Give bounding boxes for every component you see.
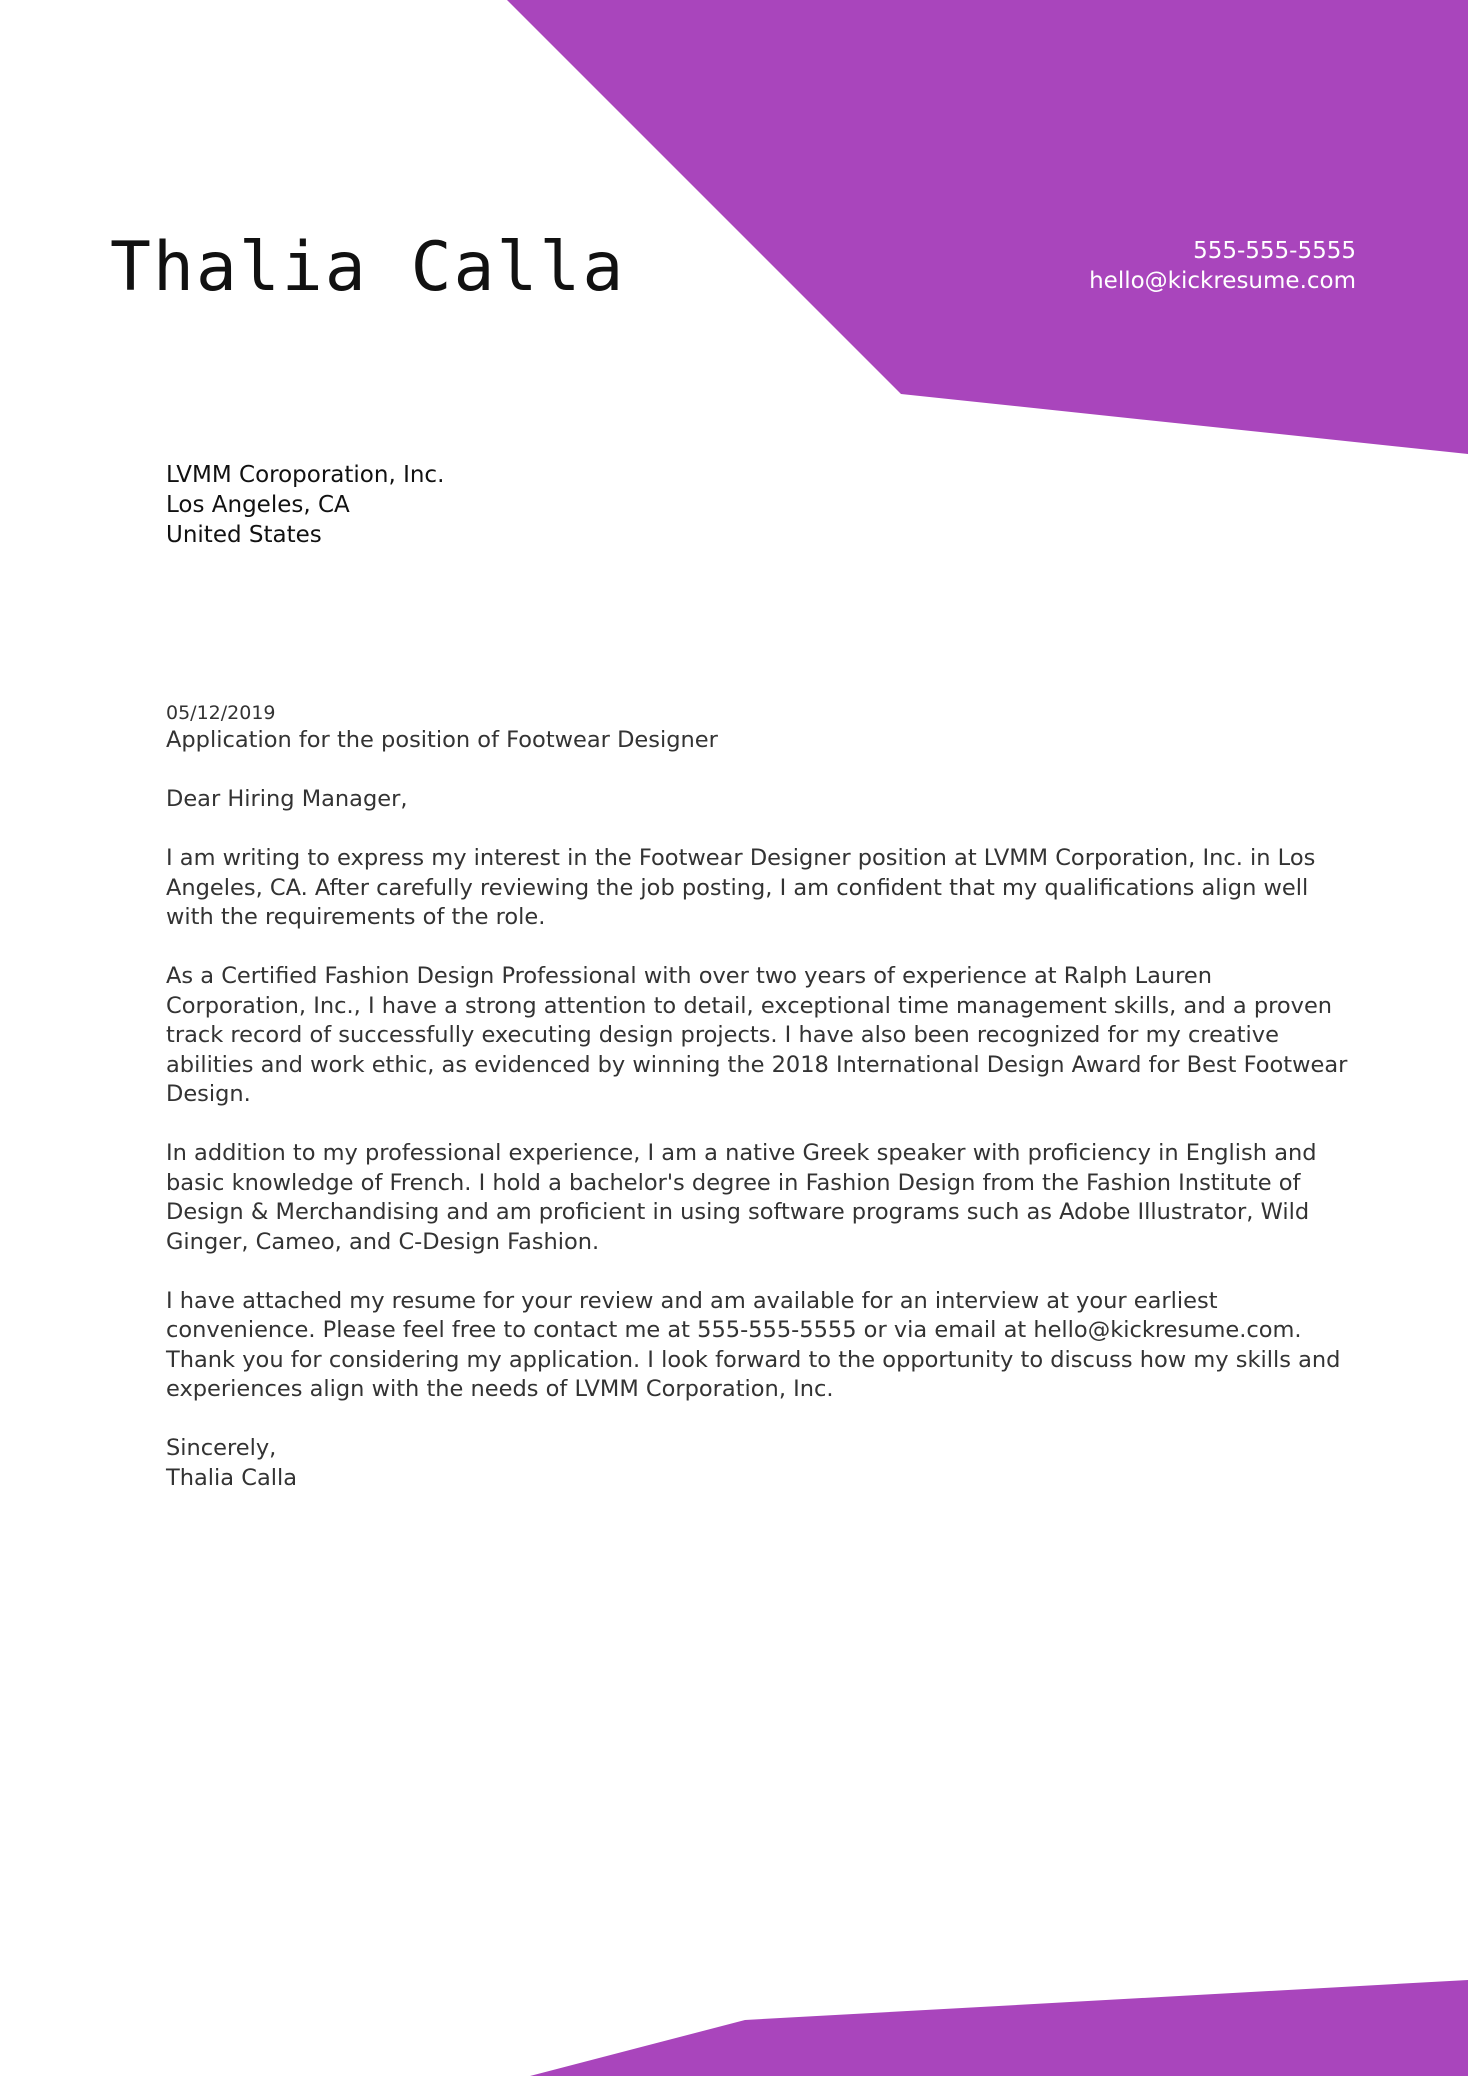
contact-block [1089,236,1356,296]
letter-body [166,700,1356,1493]
letter-paragraph: In addition to my professional experience, I am a native Greek speaker with proficiency in English and basic knowledge of French. I hold a bachelor's degree in Fashion Design from the Fashion Institute of Design & Merchandising and am proficient in using software programs such as Adobe Illustrator, Wild Ginger, Cameo, and C-Design Fashion. [166,1140,1317,1255]
letter-paragraph: I have attached my resume for your review and am available for an interview at your earliest convenience. Please feel free to contact me at 555-555-5555 or via email at hello@kickresume.com. Thank you for considering my application. I look forward to the opportunity to discuss how my skills and experiences align with the needs of LVMM Corporation, Inc. [166,1287,1341,1402]
contact-phone: 555-555-5555 [1193,238,1356,264]
recipient-city: Los Angeles, CA [166,492,350,518]
contact-email: hello@kickresume.com [1089,268,1356,294]
letter-date: 05/12/2019 [166,702,276,724]
letter-paragraph: I am writing to express my interest in the Footwear Designer position at LVMM Corporation, Inc. in Los Angeles, CA. After carefully reviewing the job posting, I am confident that my qualifications align well with the requirements of the role. [166,845,1316,930]
letter-salutation: Dear Hiring Manager, [166,786,408,812]
recipient-company: LVMM Coroporation, Inc. [166,462,445,488]
letter-paragraph: As a Certified Fashion Design Professional with over two years of experience at Ralph Lauren Corporation, Inc., I have a strong attention to detail, exceptional time management skills, and a proven track record of successfully executing design projects. I have also been recognized for my creative abilities and work ethic, as evidenced by winning the 2018 International Design Award for Best Footwear Design. [166,963,1348,1107]
letter-signature: Thalia Calla [166,1464,298,1491]
applicant-name: Thalia Calla [110,228,626,307]
recipient-country: United States [166,522,322,548]
letter-closing: Sincerely, [166,1435,277,1461]
recipient-address [166,460,444,550]
letter-subject: Application for the position of Footwear Designer [166,727,718,753]
